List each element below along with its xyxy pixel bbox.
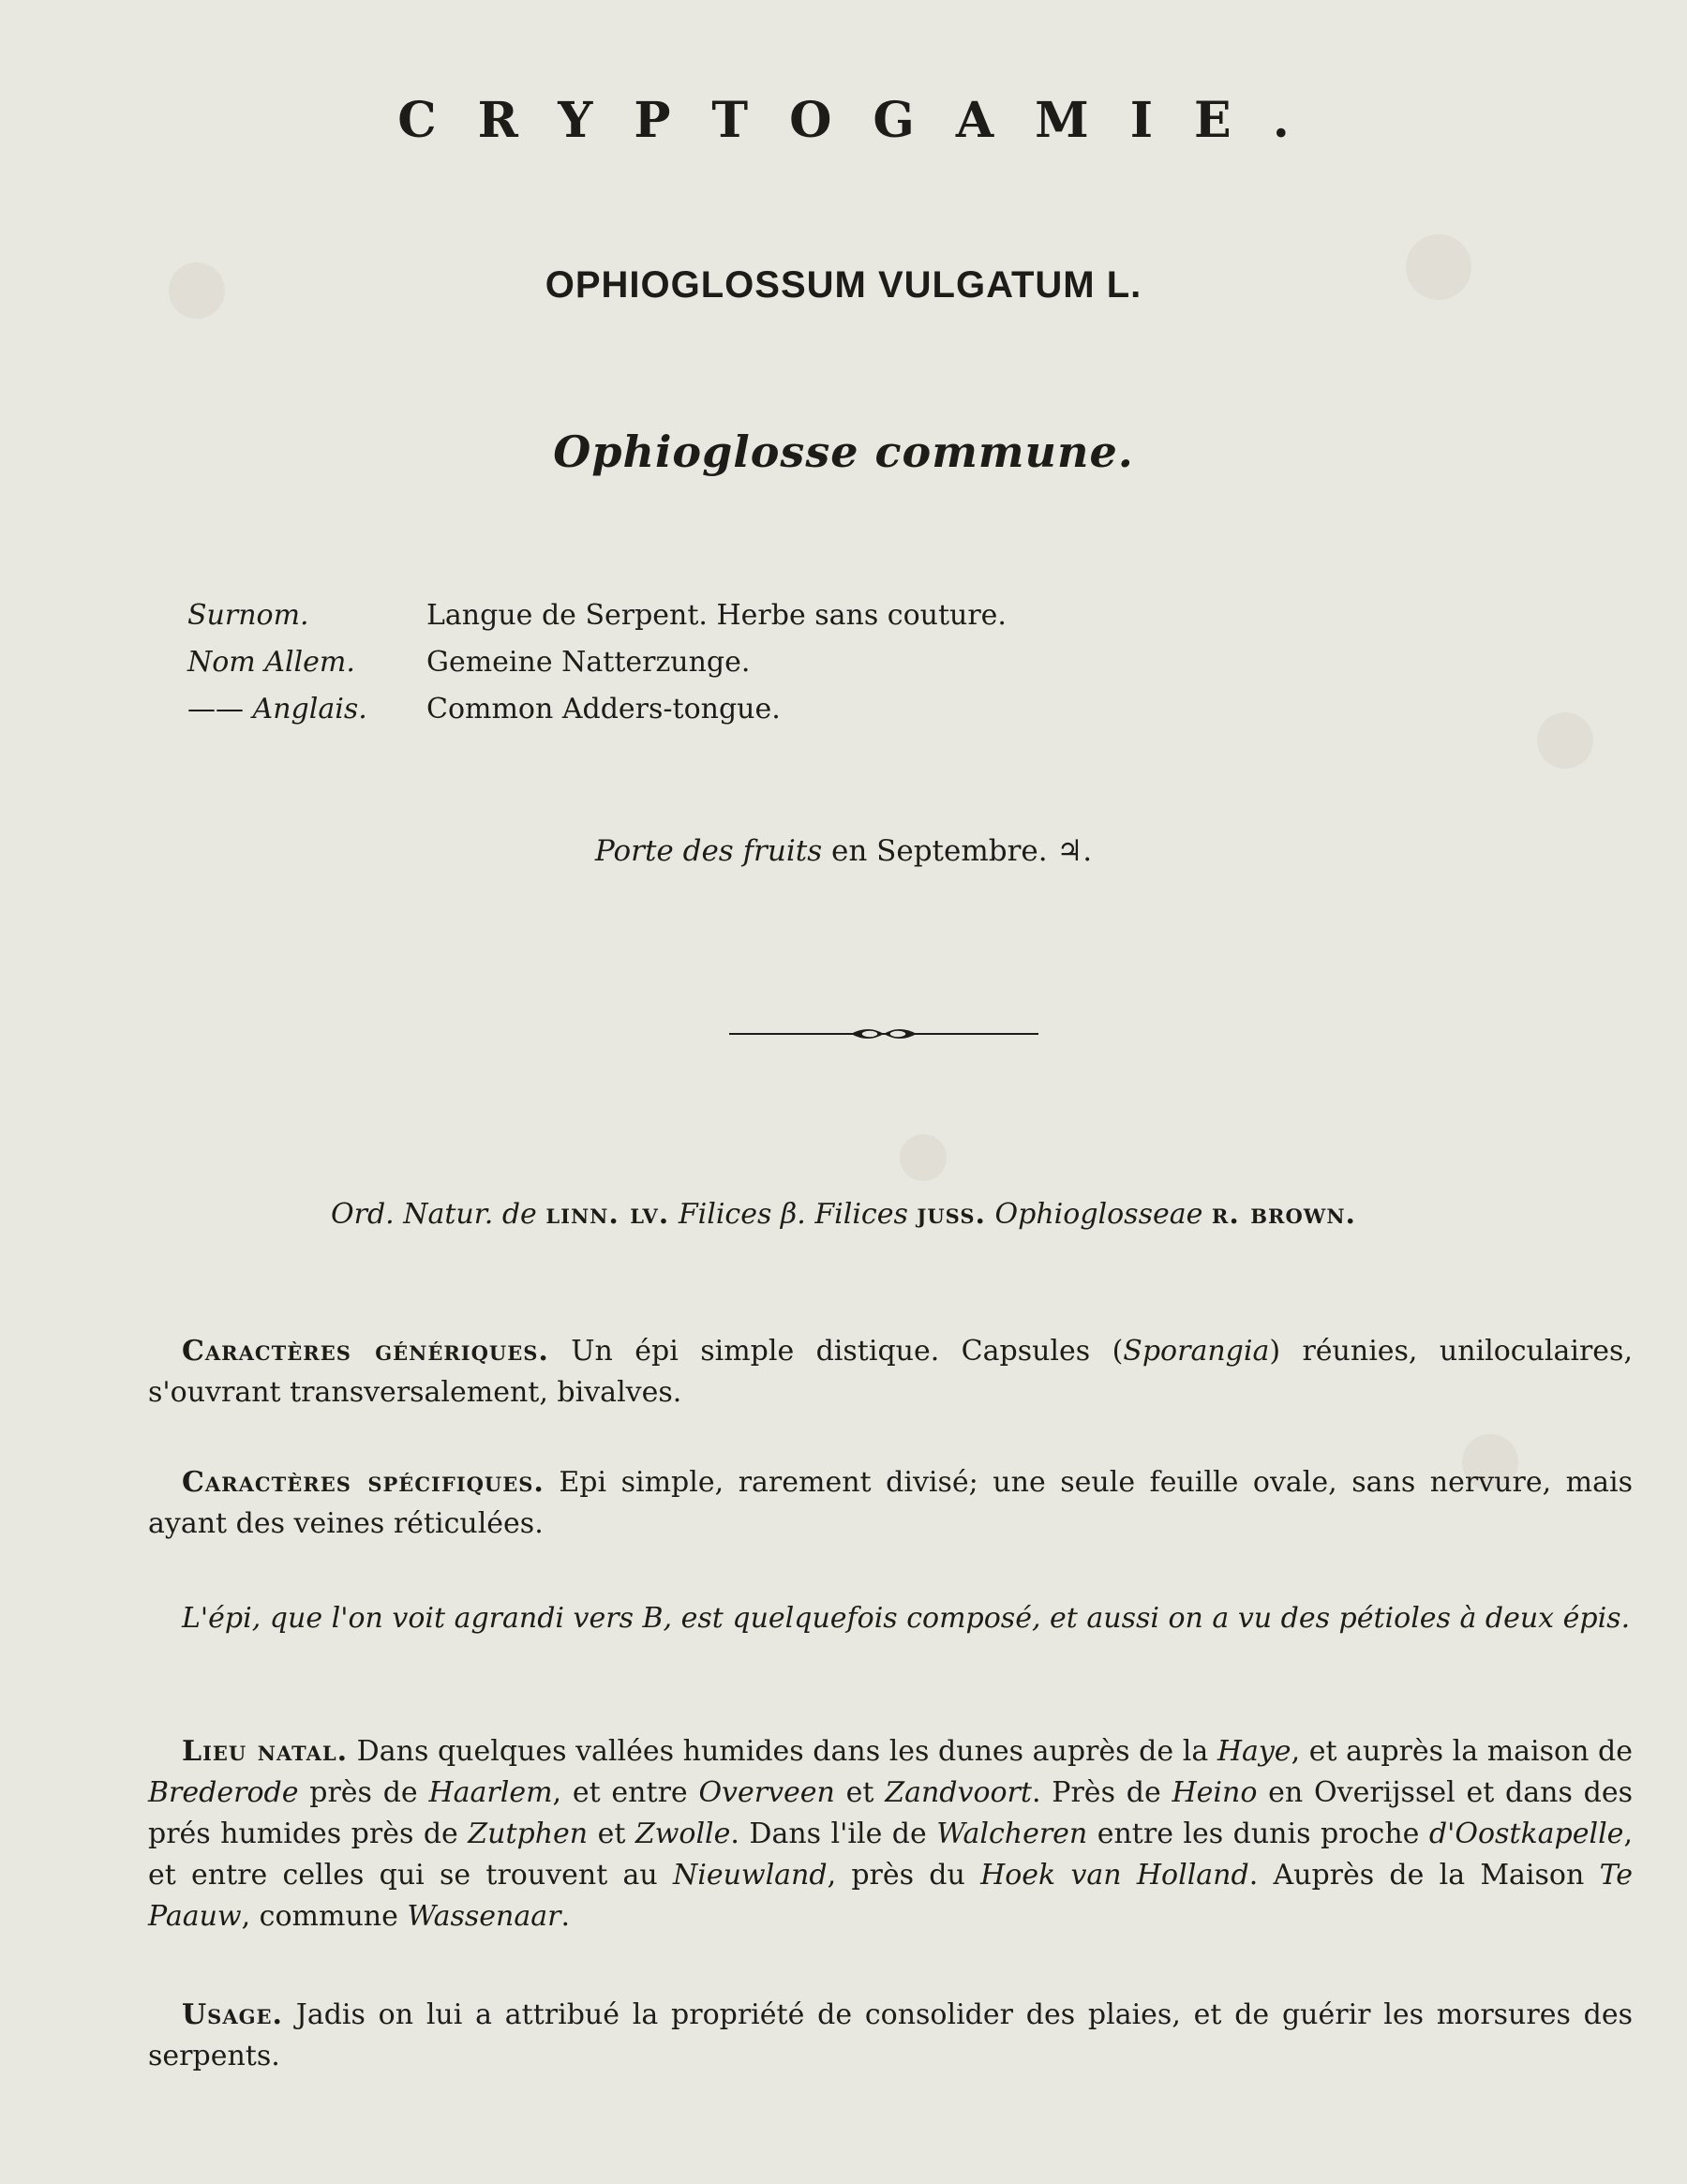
generic-characters-paragraph — [148, 1331, 1633, 1414]
fruiting-note — [0, 834, 1687, 868]
paragraph-text: en Overijssel et dans des prés humides près de — [148, 1776, 1633, 1850]
name-row — [187, 686, 1007, 733]
order-text: Ophioglosseae — [994, 1198, 1203, 1231]
name-label: Anglais. — [252, 693, 367, 726]
order-author: r. brown. — [1211, 1198, 1356, 1231]
name-value: Common Adders-tongue. — [426, 693, 781, 726]
place-name: Zandvoort — [885, 1776, 1032, 1809]
latin-name: OPHIOGLOSSUM VULGATUM L. — [545, 264, 1142, 306]
paragraph-text: et — [588, 1818, 635, 1850]
common-names-list — [187, 592, 1007, 733]
paragraph-text: Un épi simple distique. Capsules ( — [548, 1335, 1124, 1368]
paragraph-text: , commune — [241, 1900, 408, 1933]
name-value: Gemeine Natterzunge. — [426, 646, 751, 679]
specific-characters-paragraph — [148, 1462, 1633, 1545]
place-name: Heino — [1172, 1776, 1258, 1809]
paragraph-text: . Dans l'ile de — [730, 1818, 937, 1850]
paragraph-text: Jadis on lui a attribué la propriété de consolider des plaies, et de guérir les morsures des serpents. — [148, 1998, 1633, 2072]
name-value: Langue de Serpent. Herbe sans couture. — [426, 599, 1007, 632]
page-title: CRYPTOGAMIE. — [397, 92, 1331, 149]
paper-stain — [1537, 712, 1593, 769]
paragraph-heading: Caractères génériques. — [182, 1335, 549, 1368]
ornament-divider — [729, 1022, 1038, 1046]
paragraph-heading: Lieu natal. — [182, 1735, 349, 1768]
paragraph-text: , et entre — [552, 1776, 699, 1809]
place-name: d'Oostkapelle — [1428, 1818, 1624, 1850]
place-name: Haarlem — [428, 1776, 553, 1809]
name-row — [187, 639, 1007, 686]
fruiting-note-text: en Septembre. ♃. — [830, 834, 1093, 868]
paragraph-text: et — [834, 1776, 886, 1809]
paragraph-text: . Près de — [1031, 1776, 1172, 1809]
name-label-group — [187, 686, 426, 733]
place-name: Te Paauw — [148, 1859, 1633, 1933]
name-row — [187, 592, 1007, 639]
fruiting-note-italic: Porte des fruits — [594, 834, 823, 868]
name-label: Surnom. — [187, 599, 309, 632]
place-name: Brederode — [148, 1776, 299, 1809]
place-name: Wassenaar — [407, 1900, 561, 1933]
habitat-paragraph — [148, 1731, 1633, 1937]
paragraph-text: Epi simple, rarement divisé; une seule feuille ovale, sans nervure, mais ayant des veines réticulées. — [148, 1466, 1633, 1540]
place-name: Zwolle — [634, 1818, 731, 1850]
natural-order — [0, 1198, 1687, 1231]
name-label: Nom Allem. — [187, 646, 355, 679]
name-label-dash: —— — [187, 693, 244, 726]
paragraph-text: près de — [298, 1776, 429, 1809]
paragraph-text: . Auprès de la Maison — [1248, 1859, 1600, 1892]
order-text: Ord. Natur. de — [331, 1198, 537, 1231]
order-author: juss. — [917, 1198, 986, 1231]
french-name: Ophioglosse commune. — [553, 426, 1134, 477]
paragraph-text: ) réunies, uniloculaires, s'ouvrant transversalement, bivalves. — [148, 1335, 1633, 1409]
paragraph-italic: Sporangia — [1123, 1335, 1270, 1368]
paragraph-text: , et auprès la maison de — [1291, 1735, 1633, 1768]
paragraph-heading: Usage. — [182, 1998, 284, 2031]
paragraph-text: , et entre celles qui se trouvent au — [148, 1818, 1633, 1892]
paragraph-text: , près du — [827, 1859, 981, 1892]
order-text: Filices β. Filices — [678, 1198, 908, 1231]
place-name: Hoek van Holland — [980, 1859, 1249, 1892]
spike-note-paragraph: L'épi, que l'on voit agrandi vers B, est quelquefois composé, et aussi on a vu des pétioles à deux épis. — [182, 1602, 1631, 1635]
place-name: Overveen — [698, 1776, 835, 1809]
paper-stain — [900, 1134, 947, 1181]
place-name: Zutphen — [468, 1818, 589, 1850]
paragraph-text: entre les dunis proche — [1087, 1818, 1429, 1850]
paragraph-text: . — [560, 1900, 571, 1933]
place-name: Nieuwland — [672, 1859, 828, 1892]
paragraph-text: Dans quelques vallées humides dans les dunes auprès de la — [348, 1735, 1217, 1768]
place-name: Haye — [1217, 1735, 1291, 1768]
paragraph-heading: Caractères spécifiques. — [182, 1466, 545, 1499]
usage-paragraph — [148, 1995, 1633, 2077]
order-author: linn. lv. — [545, 1198, 670, 1231]
place-name: Walcheren — [936, 1818, 1088, 1850]
